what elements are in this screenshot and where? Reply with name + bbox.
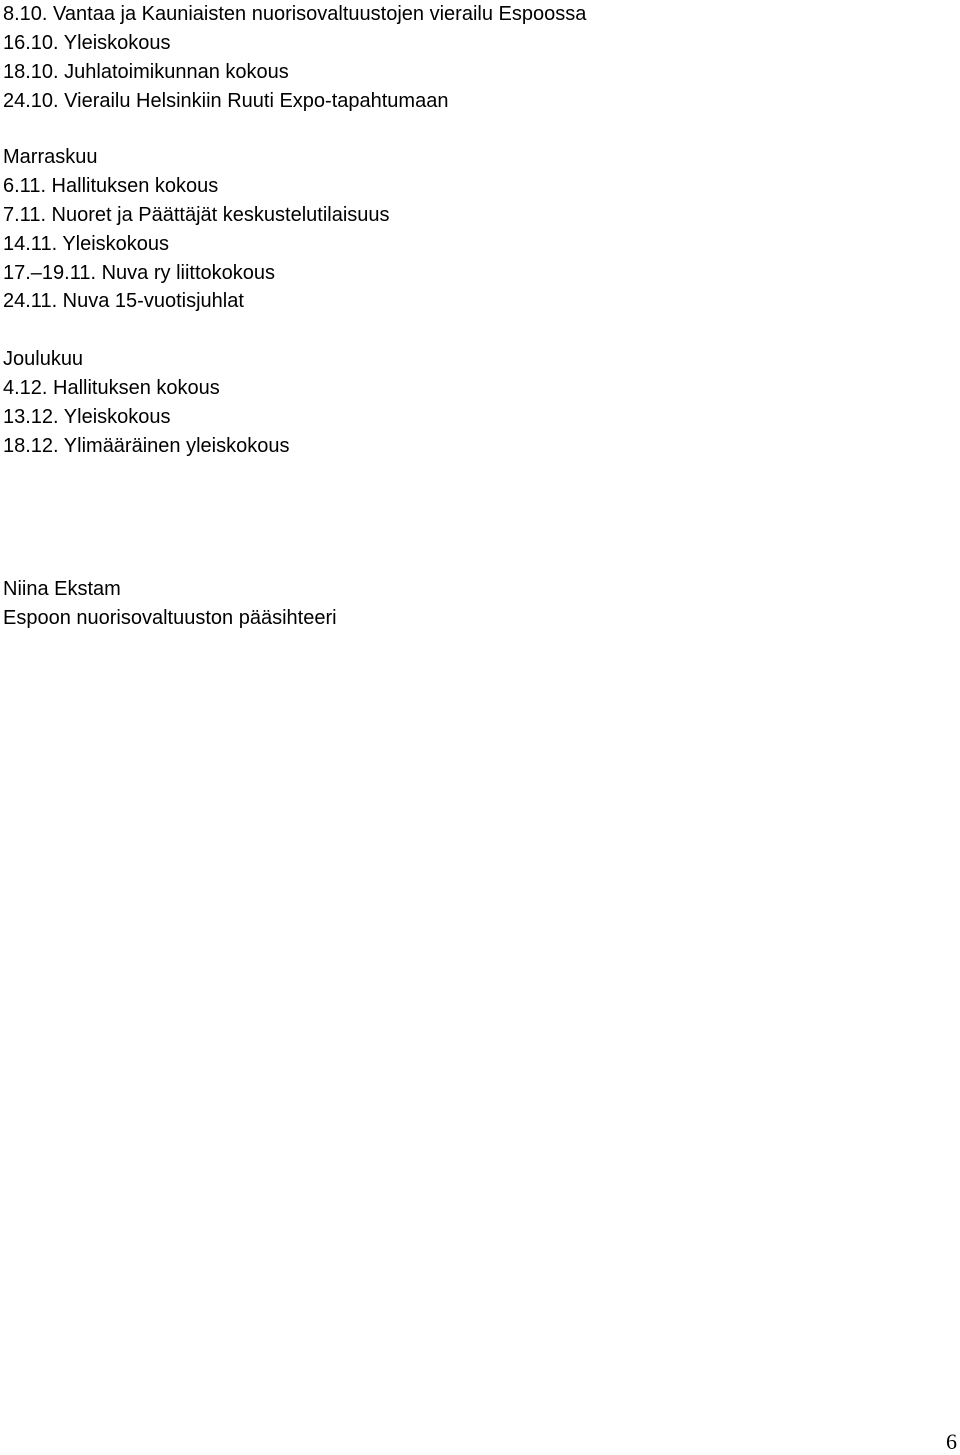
december-events — [3, 345, 289, 461]
event-item: 6.11. Hallituksen kokous — [3, 174, 219, 197]
month-heading: Marraskuu — [3, 146, 98, 168]
month-heading: Joulukuu — [3, 348, 84, 370]
event-item: 18.12. Ylimääräinen yleiskokous — [3, 434, 290, 457]
event-item: 4.12. Hallituksen kokous — [3, 376, 220, 399]
event-item: 7.11. Nuoret ja Päättäjät keskustelutilaisuus — [3, 203, 390, 226]
event-item: 14.11. Yleiskokous — [3, 232, 170, 255]
page-number: 6 — [946, 1429, 957, 1454]
signer-title: Espoon nuorisovaltuuston pääsihteeri — [3, 606, 337, 629]
signature-block — [3, 575, 337, 633]
event-item: 18.10. Juhlatoimikunnan kokous — [3, 60, 289, 83]
event-item: 13.12. Yleiskokous — [3, 405, 171, 428]
event-item: 16.10. Yleiskokous — [3, 31, 171, 54]
october-events — [3, 0, 586, 116]
event-item: 8.10. Vantaa ja Kauniaisten nuorisovaltuustojen vierailu Espoossa — [3, 3, 587, 25]
event-item: 24.10. Vierailu Helsinkiin Ruuti Expo-tapahtumaan — [3, 89, 449, 112]
november-events — [3, 143, 390, 316]
event-item: 24.11. Nuva 15-vuotisjuhlat — [3, 290, 244, 313]
event-item: 17.–19.11. Nuva ry liittokokous — [3, 261, 276, 284]
signer-name: Niina Ekstam — [3, 578, 121, 600]
